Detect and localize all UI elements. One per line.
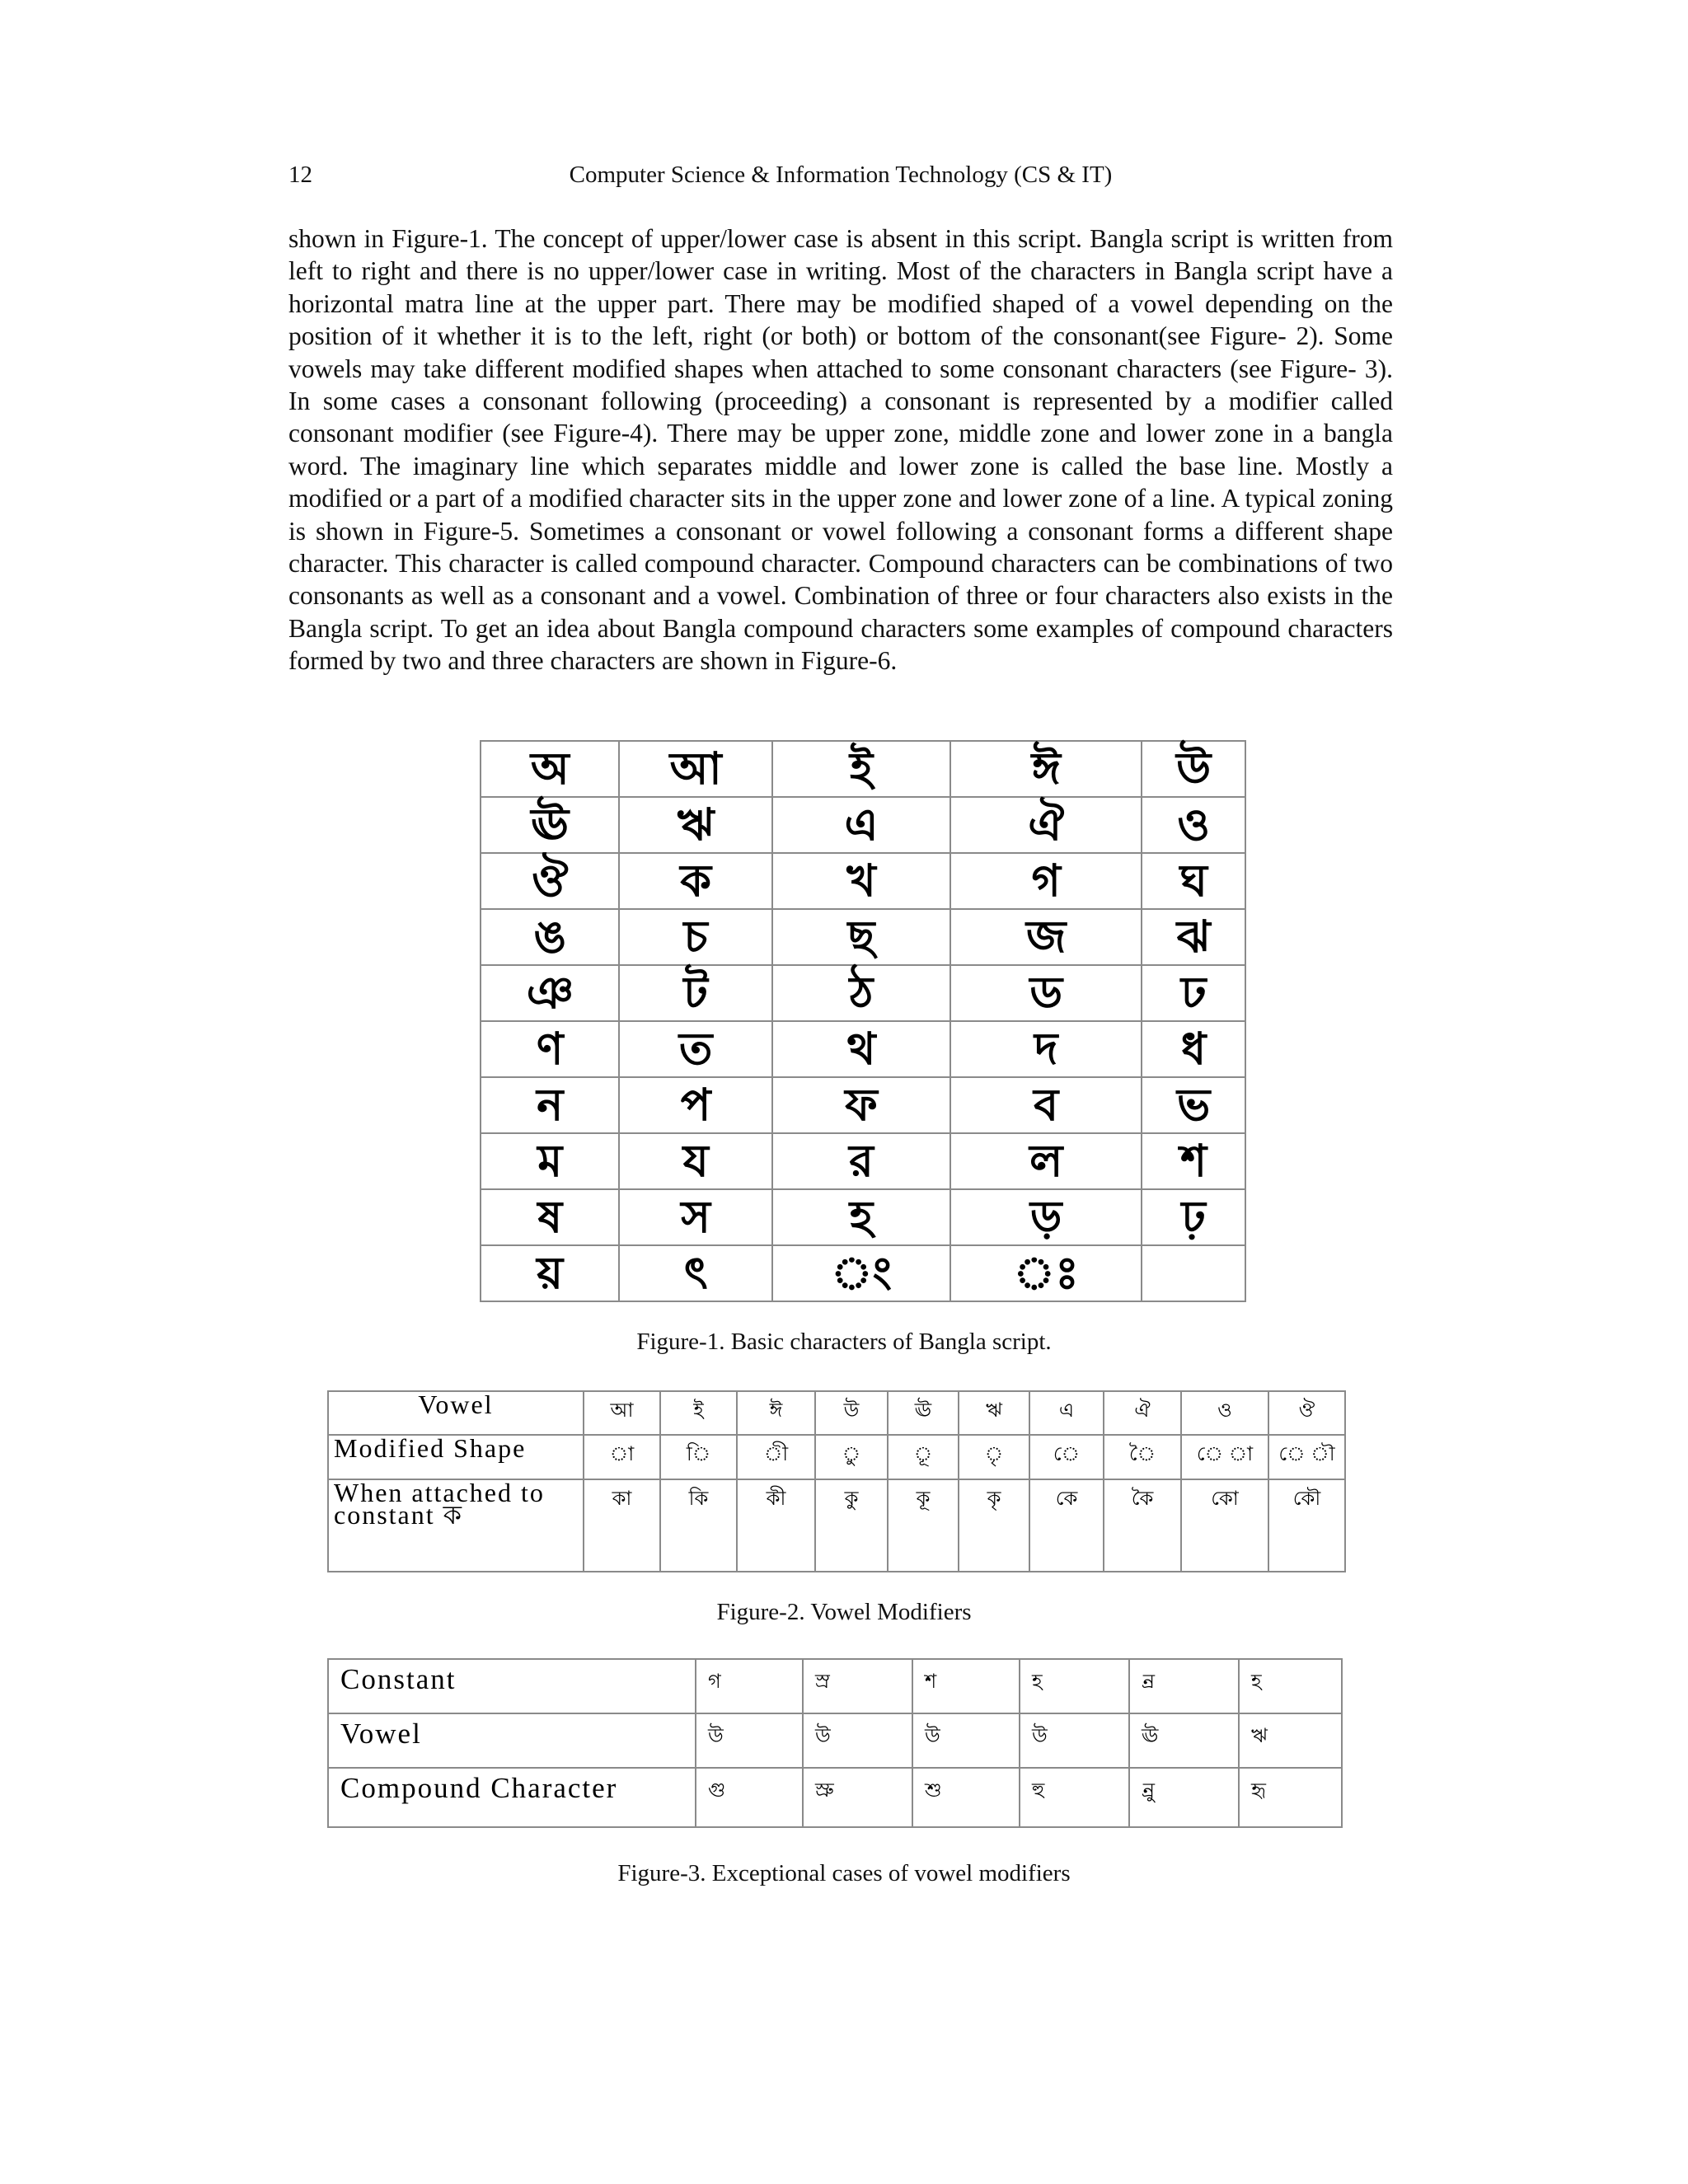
- attached-form-cell: কে: [1029, 1479, 1104, 1572]
- figure1-row: [481, 965, 1245, 1021]
- vowel-cell: উ: [696, 1713, 803, 1768]
- bangla-character-cell: ও: [1142, 797, 1245, 853]
- bangla-character-cell: থ: [772, 1021, 950, 1077]
- vowel-cell: ঐ: [1104, 1391, 1181, 1435]
- attached-form-cell: কৃ: [959, 1479, 1029, 1572]
- bangla-character-cell: ঠ: [772, 965, 950, 1021]
- vowel-cell: আ: [584, 1391, 660, 1435]
- bangla-character-cell: ঢ: [1142, 965, 1245, 1021]
- constant-cell: হ: [1020, 1659, 1129, 1713]
- attached-form-cell: কী: [737, 1479, 815, 1572]
- bangla-character-cell: ড: [950, 965, 1142, 1021]
- figure1-row: [481, 1245, 1245, 1301]
- row-label-vowel: Vowel: [328, 1391, 584, 1435]
- attached-form-cell: কু: [815, 1479, 888, 1572]
- figure1-row: [481, 909, 1245, 965]
- page-number: 12: [288, 162, 312, 188]
- vowel-cell: উ: [912, 1713, 1020, 1768]
- bangla-character-cell: ঙ: [481, 909, 619, 965]
- modified-shape-cell: ে ৗ: [1268, 1435, 1345, 1479]
- row-label-compound: Compound Character: [328, 1768, 696, 1827]
- attached-form-cell: কা: [584, 1479, 660, 1572]
- constant-cell: হ: [1239, 1659, 1342, 1713]
- attached-form-cell: কৌ: [1268, 1479, 1345, 1572]
- bangla-character-cell: ভ: [1142, 1077, 1245, 1133]
- bangla-character-cell: ল: [950, 1133, 1142, 1189]
- bangla-character-cell: ক: [619, 853, 771, 909]
- bangla-character-cell: গ: [950, 853, 1142, 909]
- page-header: [288, 162, 1393, 194]
- vowel-cell: ই: [660, 1391, 737, 1435]
- compound-character-cell: গু: [696, 1768, 803, 1827]
- bangla-character-cell: প: [619, 1077, 771, 1133]
- bangla-character-cell: ঊ: [481, 797, 619, 853]
- bangla-character-cell: ঈ: [950, 741, 1142, 797]
- bangla-character-cell: ঋ: [619, 797, 771, 853]
- compound-character-cell: ন্রু: [1129, 1768, 1239, 1827]
- bangla-character-cell: স: [619, 1189, 771, 1245]
- attached-form-cell: কৈ: [1104, 1479, 1181, 1572]
- bangla-character-cell: দ: [950, 1021, 1142, 1077]
- vowel-cell: ঔ: [1268, 1391, 1345, 1435]
- bangla-character-cell: জ: [950, 909, 1142, 965]
- vowel-cell: ঈ: [737, 1391, 815, 1435]
- bangla-character-cell: চ: [619, 909, 771, 965]
- bangla-character-cell: ব: [950, 1077, 1142, 1133]
- bangla-character-cell: ং: [772, 1245, 950, 1301]
- bangla-character-cell: ম: [481, 1133, 619, 1189]
- bangla-character-cell: হ: [772, 1189, 950, 1245]
- bangla-character-cell: খ: [772, 853, 950, 909]
- bangla-character-cell: অ: [481, 741, 619, 797]
- modified-shape-cell: ি: [660, 1435, 737, 1479]
- figure1-row: [481, 853, 1245, 909]
- bangla-character-cell: ঞ: [481, 965, 619, 1021]
- bangla-character-cell: ণ: [481, 1021, 619, 1077]
- vowel-cell: এ: [1029, 1391, 1104, 1435]
- row-label-modified-shape: Modified Shape: [328, 1435, 584, 1479]
- vowel-cell: উ: [815, 1391, 888, 1435]
- compound-character-cell: শু: [912, 1768, 1020, 1827]
- vowel-cell: উ: [1020, 1713, 1129, 1768]
- bangla-character-cell: ঝ: [1142, 909, 1245, 965]
- bangla-character-cell: উ: [1142, 741, 1245, 797]
- figure3-exception-table: [327, 1658, 1343, 1828]
- modified-shape-cell: ৈ: [1104, 1435, 1181, 1479]
- running-title: Computer Science & Information Technology (CS & IT): [569, 162, 1113, 188]
- vowel-cell: ঊ: [1129, 1713, 1239, 1768]
- row-label-vowel: Vowel: [328, 1713, 696, 1768]
- figure2-vowel-modifier-table: [327, 1390, 1346, 1572]
- bangla-character-cell: এ: [772, 797, 950, 853]
- modified-shape-cell: ে: [1029, 1435, 1104, 1479]
- bangla-character-cell: ফ: [772, 1077, 950, 1133]
- compound-character-cell: স্রু: [803, 1768, 912, 1827]
- bangla-character-cell: ত: [619, 1021, 771, 1077]
- vowel-cell: উ: [803, 1713, 912, 1768]
- vowel-cell: ঋ: [959, 1391, 1029, 1435]
- bangla-character-cell: [1142, 1245, 1245, 1301]
- attached-form-cell: কো: [1181, 1479, 1268, 1572]
- bangla-character-cell: য়: [481, 1245, 619, 1301]
- modified-shape-cell: ূ: [888, 1435, 959, 1479]
- bangla-character-cell: ড়: [950, 1189, 1142, 1245]
- vowel-cell: ঋ: [1239, 1713, 1342, 1768]
- bangla-character-cell: ধ: [1142, 1021, 1245, 1077]
- constant-cell: ন্র: [1129, 1659, 1239, 1713]
- constant-cell: গ: [696, 1659, 803, 1713]
- vowel-cell: ঊ: [888, 1391, 959, 1435]
- bangla-character-cell: আ: [619, 741, 771, 797]
- compound-character-cell: হৃ: [1239, 1768, 1342, 1827]
- attached-form-cell: কি: [660, 1479, 737, 1572]
- figure3-caption: Figure-3. Exceptional cases of vowel modifiers: [617, 1860, 1071, 1886]
- figure1-character-table: [480, 740, 1246, 1302]
- figure1-row: [481, 1077, 1245, 1133]
- bangla-character-cell: ঐ: [950, 797, 1142, 853]
- bangla-character-cell: ছ: [772, 909, 950, 965]
- vowel-cell: ও: [1181, 1391, 1268, 1435]
- bangla-character-cell: ট: [619, 965, 771, 1021]
- compound-character-cell: হু: [1020, 1768, 1129, 1827]
- bangla-character-cell: ষ: [481, 1189, 619, 1245]
- figure1-row: [481, 1189, 1245, 1245]
- constant-cell: শ: [912, 1659, 1020, 1713]
- attached-form-cell: কূ: [888, 1479, 959, 1572]
- figure1-row: [481, 1021, 1245, 1077]
- modified-shape-cell: ী: [737, 1435, 815, 1479]
- bangla-character-cell: ই: [772, 741, 950, 797]
- bangla-character-cell: ন: [481, 1077, 619, 1133]
- bangla-character-cell: র: [772, 1133, 950, 1189]
- constant-cell: স্র: [803, 1659, 912, 1713]
- body-paragraph: shown in Figure-1. The concept of upper/lower case is absent in this script. Bangla script is written from left to right and there is no upper/lower case in writing. Most of the characters in Bangla script have a horizontal matra line at the upper part. There may be modified shaped of a vowel depending on the position of it whether it is to the left, right (or both) or bottom of the consonant(see Figure- 2). Some vowels may take different modified shapes when attached to some consonant characters (see Figure- 3). In some cases a consonant following (proceeding) a consonant is represented by a modifier called consonant modifier (see Figure-4). There may be upper zone, middle zone and lower zone in a bangla word. The imaginary line which separates middle and lower zone is called the base line. Mostly a modified or a part of a modified character sits in the upper zone and lower zone of a line. A typical zoning is shown in Figure-5. Sometimes a consonant or vowel following a consonant forms a different shape character. This character is called compound character. Compound characters can be combinations of two consonants as well as a consonant and a vowel. Combination of three or four characters also exists in the Bangla script. To get an idea about Bangla compound characters some examples of compound characters formed by two and three characters are shown in Figure-6.: [288, 224, 1393, 676]
- row-label-constant: Constant: [328, 1659, 696, 1713]
- bangla-character-cell: য: [619, 1133, 771, 1189]
- bangla-character-cell: ৎ: [619, 1245, 771, 1301]
- modified-shape-cell: ৃ: [959, 1435, 1029, 1479]
- modified-shape-cell: ু: [815, 1435, 888, 1479]
- figure1-row: [481, 1133, 1245, 1189]
- figure2-caption: Figure-2. Vowel Modifiers: [716, 1599, 972, 1625]
- figure1-row: [481, 741, 1245, 797]
- row-label-attached: When attached to constant ক: [328, 1479, 584, 1572]
- modified-shape-cell: ে া: [1181, 1435, 1268, 1479]
- figure1-row: [481, 797, 1245, 853]
- modified-shape-cell: া: [584, 1435, 660, 1479]
- bangla-character-cell: ঃ: [950, 1245, 1142, 1301]
- figure1-caption: Figure-1. Basic characters of Bangla script.: [636, 1329, 1052, 1355]
- bangla-character-cell: ঘ: [1142, 853, 1245, 909]
- bangla-character-cell: ঔ: [481, 853, 619, 909]
- bangla-character-cell: ঢ়: [1142, 1189, 1245, 1245]
- bangla-character-cell: শ: [1142, 1133, 1245, 1189]
